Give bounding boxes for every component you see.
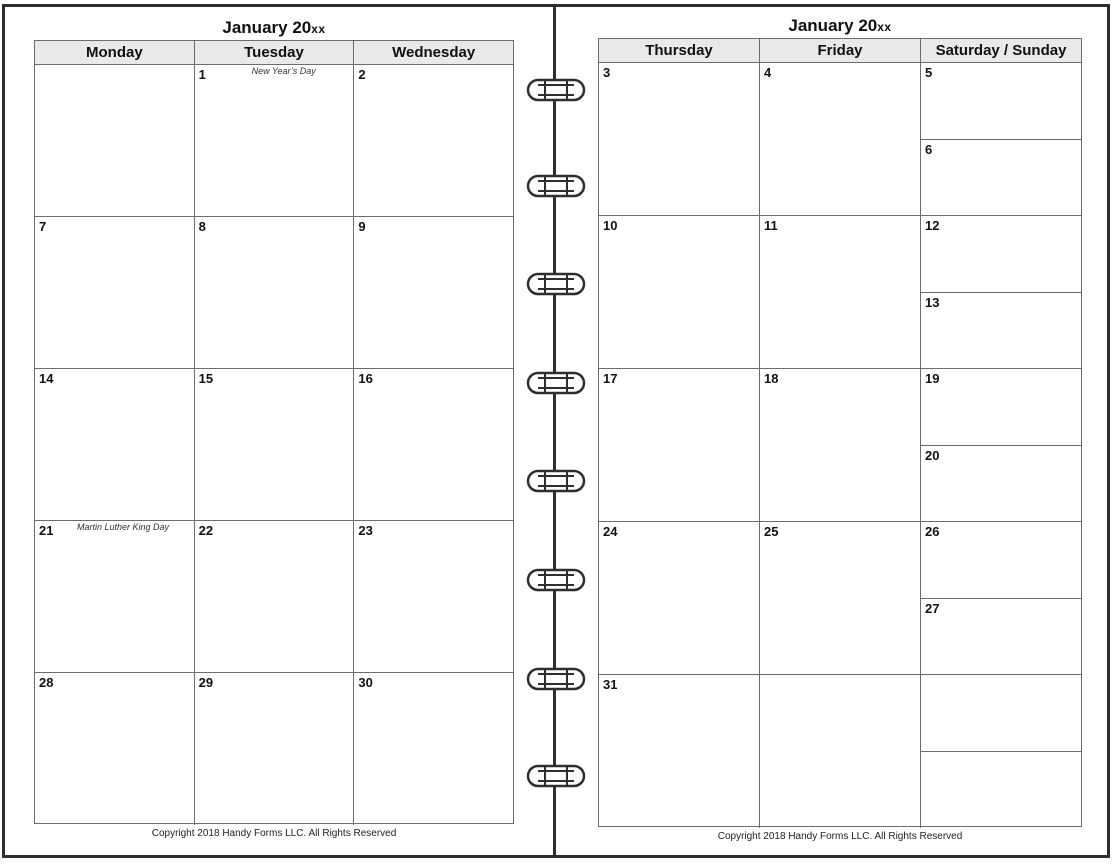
right-page xyxy=(598,14,1082,842)
day-cell[interactable] xyxy=(599,522,759,674)
week-row xyxy=(599,63,1081,216)
day-cell[interactable] xyxy=(759,369,920,521)
weekend-cell xyxy=(920,63,1081,215)
day-number: 21 xyxy=(39,523,54,538)
sunday-cell[interactable] xyxy=(921,751,1081,828)
day-cell[interactable] xyxy=(353,217,513,368)
day-number: 31 xyxy=(603,677,618,692)
saturday-cell[interactable] xyxy=(921,675,1081,751)
week-row xyxy=(599,522,1081,675)
day-number: 23 xyxy=(358,523,373,538)
day-number: 29 xyxy=(198,675,214,690)
day-number: 16 xyxy=(358,371,373,386)
copyright-text: Copyright 2018 Handy Forms LLC. All Rights Reserved xyxy=(151,828,397,839)
saturday-cell[interactable] xyxy=(921,63,1081,139)
day-cell[interactable] xyxy=(353,521,513,672)
weekend-cell xyxy=(920,216,1081,368)
day-cell[interactable] xyxy=(759,216,920,368)
day-number: 18 xyxy=(764,371,779,386)
day-number: 28 xyxy=(39,675,54,690)
day-number: 27 xyxy=(925,600,940,616)
day-cell[interactable] xyxy=(194,673,354,825)
day-cell[interactable] xyxy=(759,63,920,215)
week-row xyxy=(35,673,513,825)
day-cell[interactable] xyxy=(194,217,354,368)
binder-ring-icon xyxy=(521,763,591,789)
day-number: 9 xyxy=(358,219,366,234)
binder-spine xyxy=(553,6,556,858)
day-number: 1 xyxy=(198,67,206,82)
sunday-cell[interactable] xyxy=(921,445,1081,522)
day-number: 22 xyxy=(198,523,214,538)
page-title xyxy=(598,14,1082,38)
day-cell[interactable] xyxy=(353,673,513,825)
day-cell[interactable] xyxy=(35,65,194,216)
day-number: 6 xyxy=(925,141,933,157)
day-number: 19 xyxy=(925,371,940,386)
page-title-text: January 20 xyxy=(222,18,312,37)
weekend-cell xyxy=(920,675,1081,828)
copyright-text: Copyright 2018 Handy Forms LLC. All Rights Reserved xyxy=(717,831,963,842)
binder-ring-icon xyxy=(521,666,591,692)
left-page xyxy=(34,16,514,839)
day-cell[interactable] xyxy=(599,675,759,828)
day-number: 7 xyxy=(39,219,47,234)
day-cell[interactable] xyxy=(759,522,920,674)
binder-ring-icon xyxy=(521,370,591,396)
day-cell[interactable] xyxy=(599,63,759,215)
day-number: 25 xyxy=(764,524,779,539)
binder-ring-icon xyxy=(521,271,591,297)
day-number: 14 xyxy=(39,371,54,386)
week-row xyxy=(35,369,513,521)
page-title-text: January 20 xyxy=(788,16,878,35)
weekday-header-monday: Monday xyxy=(86,44,143,61)
week-row xyxy=(599,216,1081,369)
saturday-cell[interactable] xyxy=(921,369,1081,445)
sunday-cell[interactable] xyxy=(921,139,1081,216)
weekday-header-wednesday: Wednesday xyxy=(353,41,513,64)
day-number: 10 xyxy=(603,218,618,233)
binder-ring-icon xyxy=(521,173,591,199)
day-number: 5 xyxy=(925,65,933,80)
sunday-cell[interactable] xyxy=(921,598,1081,675)
day-cell[interactable] xyxy=(35,217,194,368)
binder-ring-icon xyxy=(521,77,591,103)
day-cell[interactable] xyxy=(759,675,920,828)
day-number: 26 xyxy=(925,524,940,539)
day-number: 4 xyxy=(764,65,772,80)
day-cell[interactable] xyxy=(353,369,513,520)
weekday-header-row xyxy=(35,41,513,65)
saturday-cell[interactable] xyxy=(921,216,1081,292)
day-cell[interactable] xyxy=(194,369,354,520)
day-number: 12 xyxy=(925,218,940,233)
weekend-cell xyxy=(920,522,1081,674)
day-number: 13 xyxy=(925,294,940,310)
page-title-year-suffix: xx xyxy=(877,20,892,34)
day-cell[interactable] xyxy=(194,65,354,216)
day-cell[interactable] xyxy=(35,369,194,520)
saturday-cell[interactable] xyxy=(921,522,1081,598)
weekend-cell xyxy=(920,369,1081,521)
day-cell[interactable] xyxy=(353,65,513,216)
page-title xyxy=(34,16,514,40)
day-number: 24 xyxy=(603,524,618,539)
day-number: 15 xyxy=(198,371,214,386)
page-title-year-suffix: xx xyxy=(311,22,326,36)
weekday-header-tuesday: Tuesday xyxy=(194,41,354,64)
calendar-grid xyxy=(598,38,1082,827)
holiday-label: Martin Luther King Day xyxy=(77,522,170,532)
weekday-header-row xyxy=(599,39,1081,63)
weekday-header-thursday: Thursday xyxy=(645,42,713,59)
binder-ring-icon xyxy=(521,567,591,593)
day-number: 20 xyxy=(925,447,940,463)
week-row xyxy=(35,65,513,217)
day-number: 17 xyxy=(603,371,618,386)
day-cell[interactable] xyxy=(194,521,354,672)
week-row xyxy=(599,369,1081,522)
week-row xyxy=(35,521,513,673)
day-number: 2 xyxy=(358,67,366,82)
sunday-cell[interactable] xyxy=(921,292,1081,369)
day-cell[interactable] xyxy=(599,216,759,368)
holiday-label: New Year’s Day xyxy=(251,66,316,76)
day-cell[interactable] xyxy=(599,369,759,521)
day-number: 30 xyxy=(358,675,373,690)
calendar-grid xyxy=(34,40,514,824)
weekday-header-weekend: Saturday / Sunday xyxy=(920,39,1081,62)
day-cell[interactable] xyxy=(35,521,194,672)
week-row xyxy=(599,675,1081,828)
binder-ring-icon xyxy=(521,468,591,494)
day-number: 3 xyxy=(603,65,611,80)
day-number: 8 xyxy=(198,219,206,234)
weekday-header-friday: Friday xyxy=(759,39,920,62)
week-row xyxy=(35,217,513,369)
day-number: 11 xyxy=(764,218,778,233)
day-cell[interactable] xyxy=(35,673,194,825)
